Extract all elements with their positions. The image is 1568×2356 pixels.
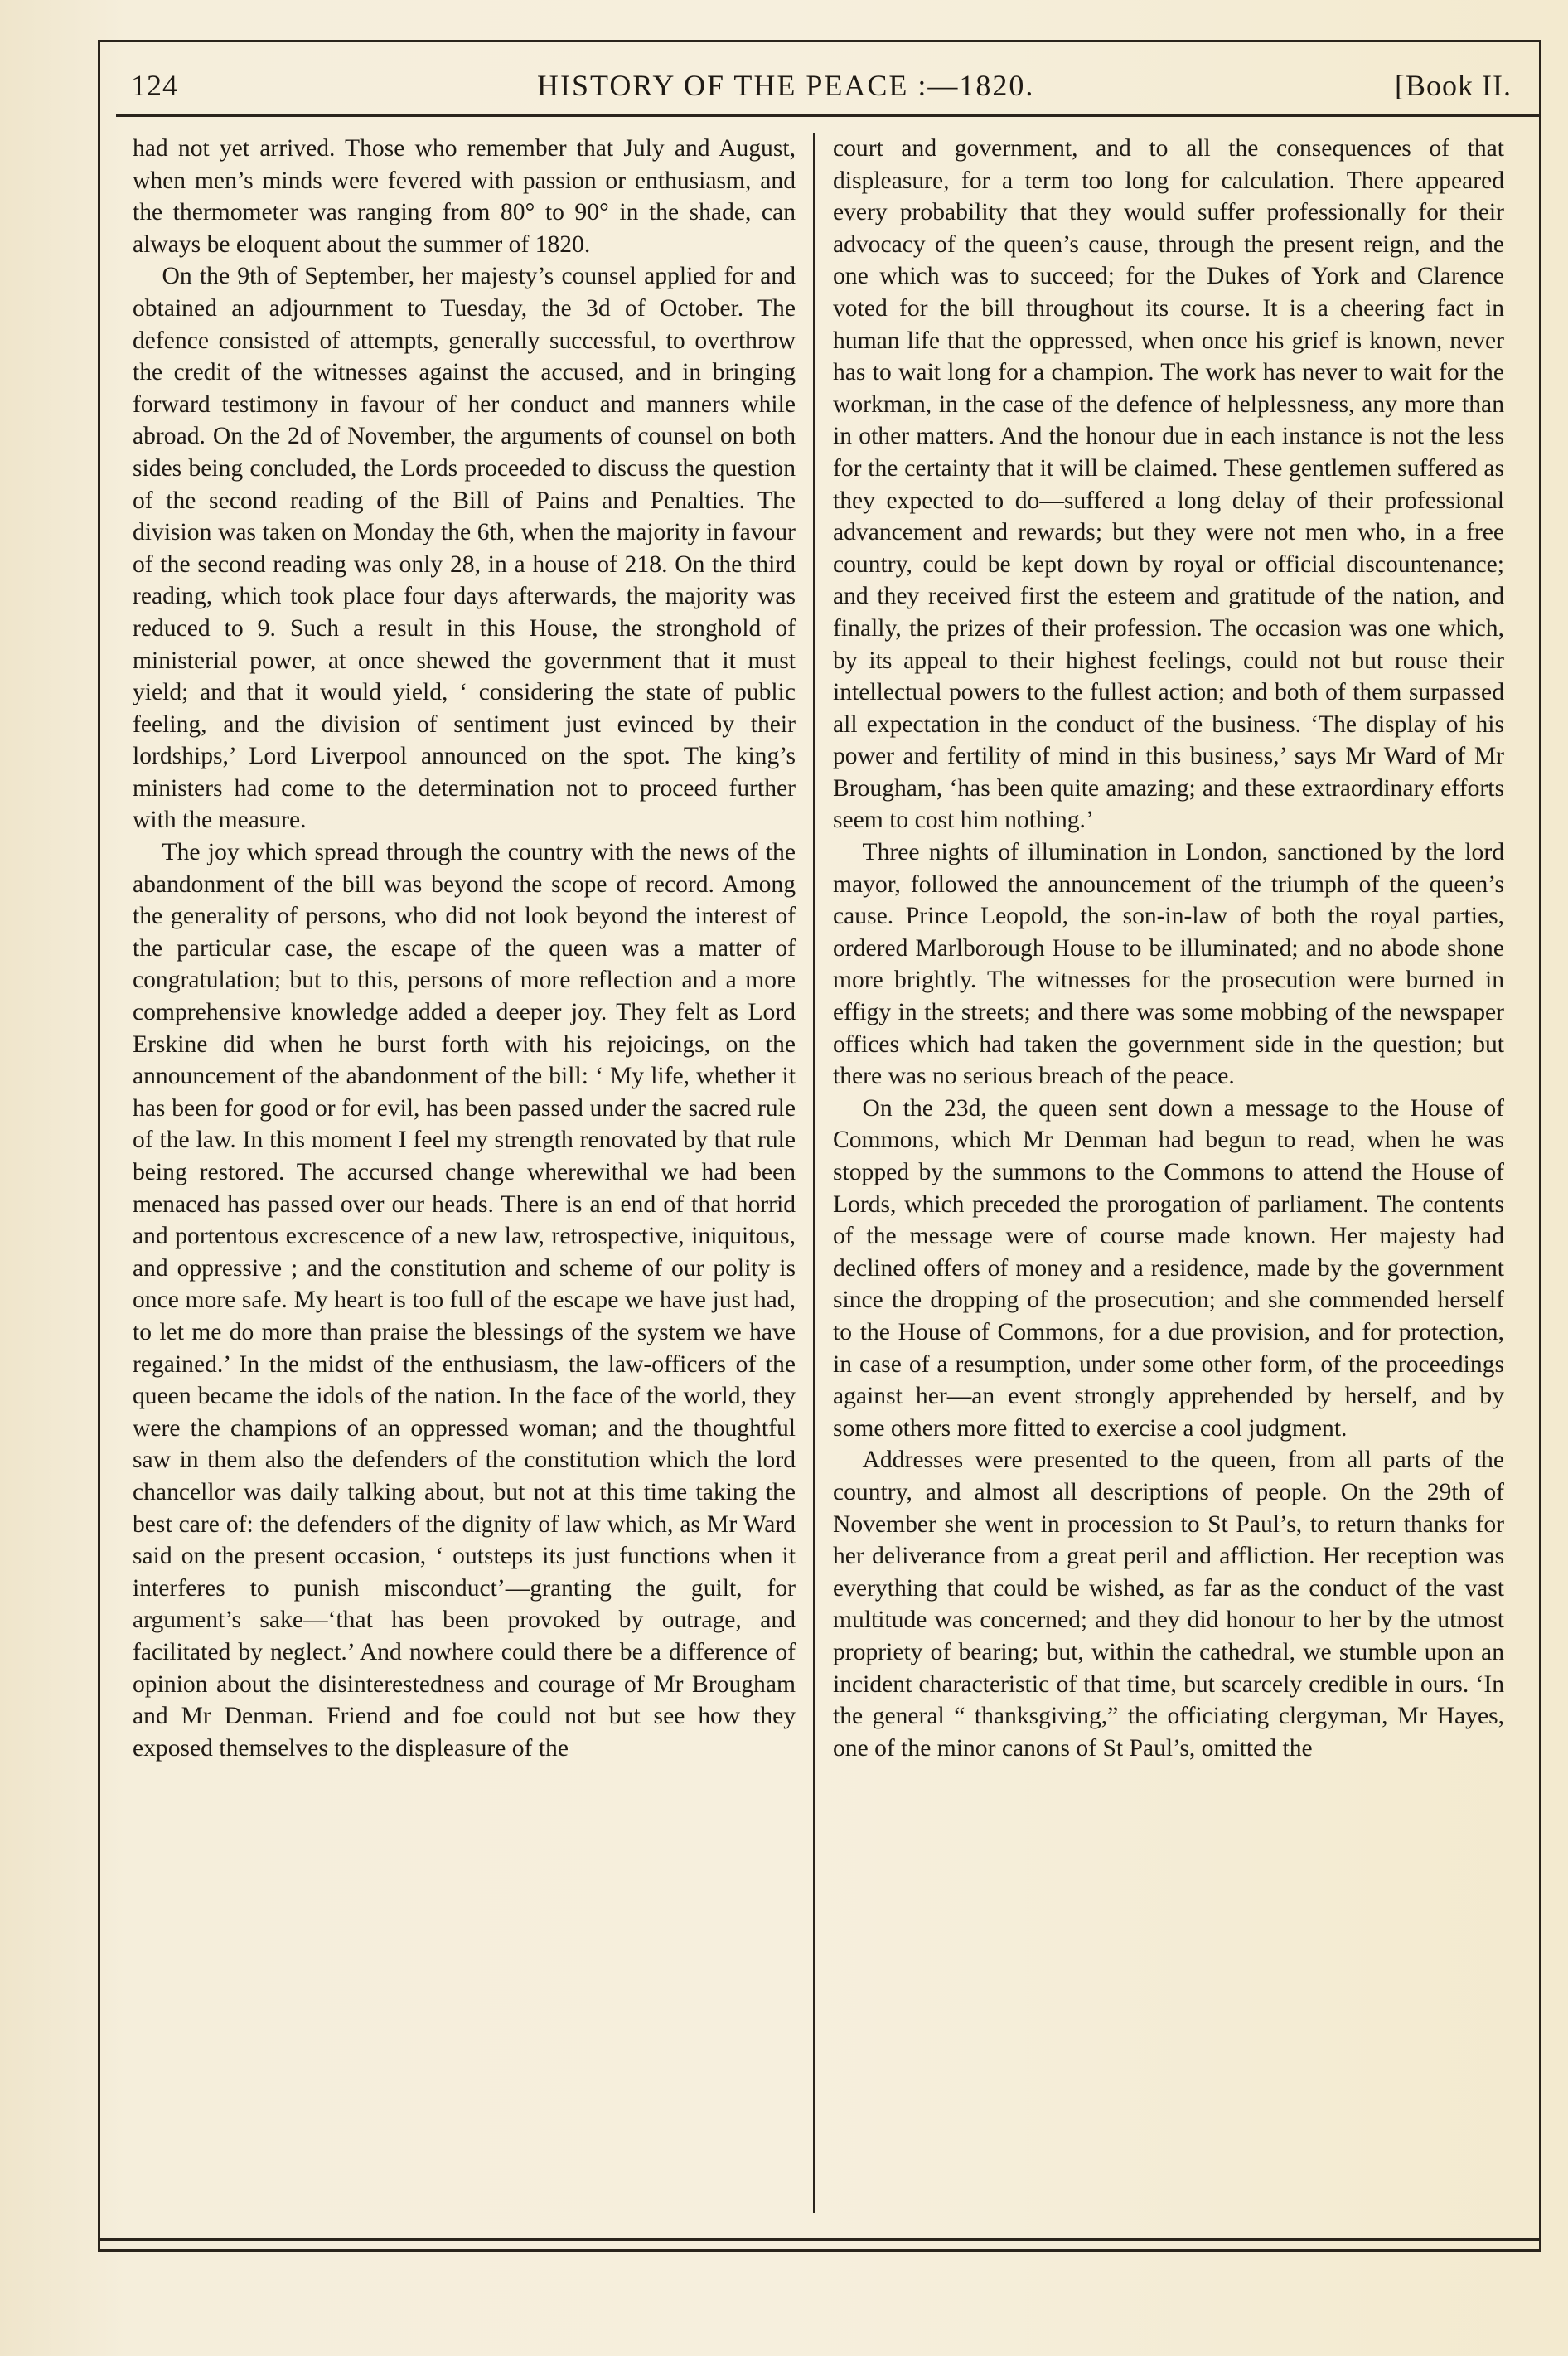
running-title: HISTORY OF THE PEACE :—1820. (537, 69, 1035, 102)
paragraph: Three nights of illumination in London, sanctioned by the lord mayor, followed the announcement of the triumph of the queen’s cause. Prince Leopold, the son-in-law of both the royal parties, ordered Marlborough House to be illuminated; and no abode shone more brightly. The witnesses for the prosecution were burned in effigy in the streets; and there was some mobbing of the newspaper offices which had taken the government side in the question; but there was no serious breach of the peace. (833, 839, 1504, 1090)
paragraph: On the 23d, the queen sent down a message to the House of Commons, which Mr Denman had begun to read, when he was stopped by the summons to the Commons to attend the House of Lords, which preceded the prorogation of parliament. The contents of the message were of course made known. Her majesty had declined offers of money and a residence, made by the government since the dropping of the prosecution; and she commended herself to the House of Commons, for a due provision, and for protection, in case of a resumption, under some other form, of the proceedings against her—an event strongly apprehended by herself, and by some others more fitted to exercise a cool judgment. (833, 1094, 1504, 1442)
bottom-rule (98, 2238, 1541, 2241)
right-column (833, 133, 1504, 1764)
paragraph: court and government, and to all the consequences of that displeasure, for a term too long for calculation. There appeared every probability that they would suffer professionally for their advocacy of the queen’s cause, through the present reign, and the one which was to succeed; for the Dukes of York and Clarence voted for the bill throughout its course. It is a cheering fact in human life that the oppressed, when once his grief is known, never has to wait long for a champion. The work has never to wait for the workman, in the case of the defence of helplessness, any more than in other matters. And the honour due in each instance is not the less for the certainty that it will be claimed. These gentlemen suffered as they expected to do—suffered a long delay of their professional advancement and rewards; but they were not men who, in a free country, could be kept down by royal or official discountenance; and they received first the esteem and gratitude of the nation, and finally, the prizes of their profession. The occasion was one which, by its appeal to their highest feelings, could not but rouse their intellectual powers to the fullest action; and both of them surpassed all expectation in the conduct of the business. ‘The display of his power and fertility of mind in this business,’ says Mr Ward of Mr Brougham, ‘has been quite amazing; and these extraordinary efforts seem to cost him nothing.’ (833, 135, 1504, 834)
paragraph: had not yet arrived. Those who remember that July and August, when men’s minds were fevered with passion or enthusiasm, and the thermometer was ranging from 80° to 90° in the shade, can always be eloquent about the summer of 1820. (133, 135, 796, 258)
book-label: [Book II. (1395, 69, 1512, 102)
paragraph: On the 9th of September, her majesty’s counsel applied for and obtained an adjournment to Tuesday, the 3d of October. The defence consisted of attempts, generally successful, to overthrow the credit of the witnesses against the accused, and in bringing forward testimony in favour of her conduct and manners while abroad. On the 2d of November, the arguments of counsel on both sides being concluded, the Lords proceeded to discuss the question of the second reading of the Bill of Pains and Penalties. The division was taken on Monday the 6th, when the majority in favour of the second reading was only 28, in a house of 218. On the third reading, which took place four days afterwards, the majority was reduced to 9. Such a result in this House, the stronghold of ministerial power, at once shewed the government that it must yield; and that it would yield, ‘ considering the state of public feeling, and the division of sentiment just evinced by their lordships,’ Lord Liverpool announced on the spot. The king’s ministers had come to the determination not to proceed further with the measure. (133, 263, 796, 834)
header-rule (116, 114, 1540, 117)
paragraph: The joy which spread through the country with the news of the abandonment of the bill was beyond the scope of record. Among the generality of persons, who did not look beyond the interest of the particular case, the escape of the queen was a matter of congratulation; but to this, persons of more reflection and a more comprehensive knowledge added a deeper joy. They felt as Lord Erskine did when he burst forth with his rejoicings, on the announcement of the abandonment of the bill: ‘ My life, whether it has been for good or for evil, has been passed under the sacred rule of the law. In this moment I feel my strength renovated by that rule being restored. The accursed change wherewithal we had been menaced has passed over our heads. There is an end of that horrid and portentous excrescence of a new law, retrospective, iniquitous, and oppressive ; and the constitution and scheme of our polity is once more safe. My heart is too full of the escape we have just had, to let me do more than praise the blessings of the system we have regained.’ In the midst of the enthusiasm, the law-officers of the queen became the idols of the nation. In the face of the world, they were the champions of an oppressed woman; and the thoughtful saw in them also the defenders of the constitution which the lord chancellor was daily talking about, but not at this time taking the best care of: the defenders of the dignity of law which, as Mr Ward said on the present occasion, ‘ outsteps its just functions when it interferes to punish misconduct’—granting the guilt, for argument’s sake—‘that has been provoked by outrage, and facilitated by neglect.’ And nowhere could there be a difference of opinion about the disinterestedness and courage of Mr Brougham and Mr Denman. Friend and foe could not but see how they exposed themselves to the displeasure of the (133, 839, 796, 1762)
running-header (131, 68, 1532, 116)
column-divider (813, 133, 815, 2213)
left-column (133, 133, 796, 1764)
page-number: 124 (131, 69, 178, 102)
paragraph: Addresses were presented to the queen, from all parts of the country, and almost all descriptions of people. On the 29th of November she went in procession to St Paul’s, to return thanks for her deliverance from a great peril and affliction. Her reception was everything that could be wished, as far as the conduct of the vast multitude was concerned; and they did honour to her by the utmost propriety of bearing; but, within the cathedral, we stumble upon an incident characteristic of that time, but scarcely credible in ours. ‘In the general “ thanksgiving,” the officiating clergyman, Mr Hayes, one of the minor canons of St Paul’s, omitted the (833, 1447, 1504, 1762)
